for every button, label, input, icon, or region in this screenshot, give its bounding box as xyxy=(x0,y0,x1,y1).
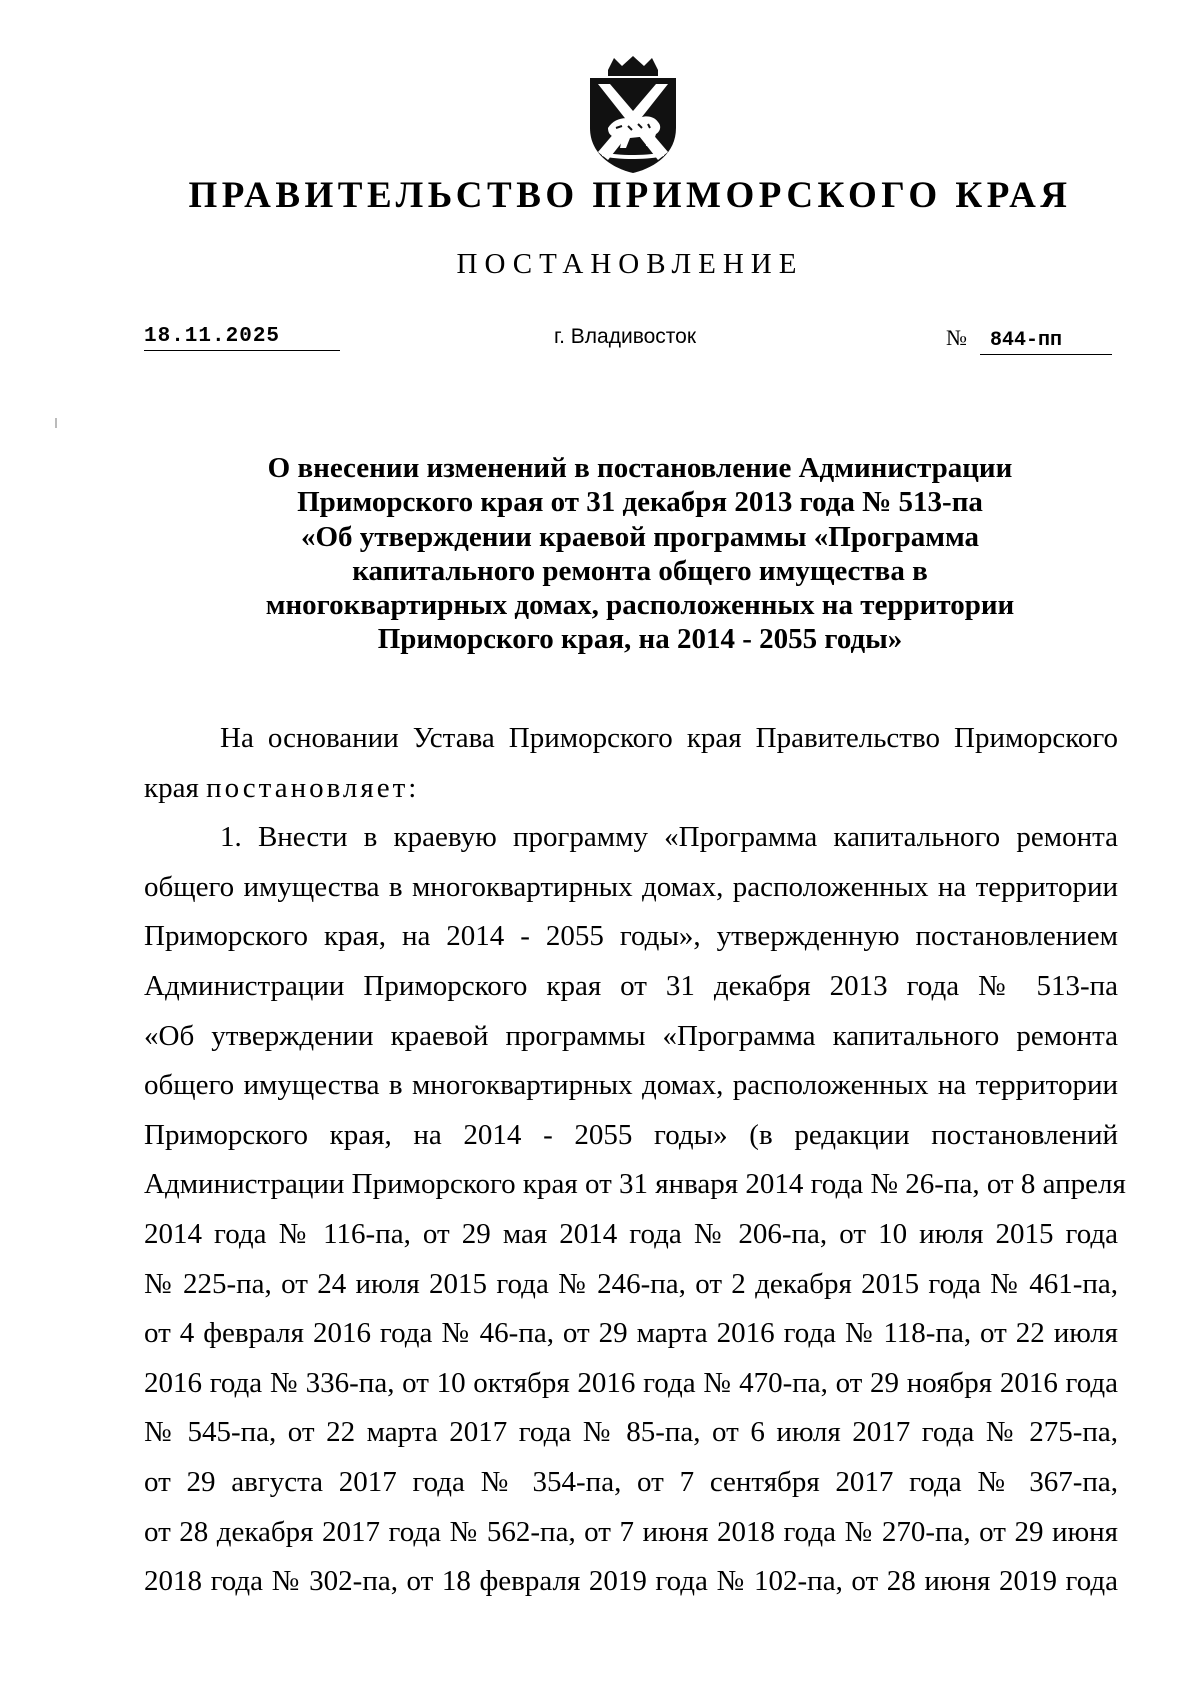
document-body xyxy=(144,714,1126,1607)
resolves-word: постановляет: xyxy=(206,771,420,804)
document-number xyxy=(946,325,1118,355)
number-value: 844-пп xyxy=(980,329,1112,355)
item1-line: Приморского края, на 2014 - 2055 годы» (в редакции постановлений xyxy=(144,1118,1118,1151)
item1-line: 2018 года № 302-па, от 18 февраля 2019 года № 102-па, от 28 июня 2019 года xyxy=(144,1565,1118,1598)
preamble-line xyxy=(144,764,1118,814)
item1-line: от 28 декабря 2017 года № 562-па, от 7 июня 2018 года № 270-па, от 29 июня xyxy=(144,1515,1118,1548)
subject-line: О внесении изменений в постановление Администрации xyxy=(267,452,1013,484)
item1-line: 2016 года № 336-па, от 10 октября 2016 года № 470-па, от 29 ноября 2016 года xyxy=(144,1366,1118,1399)
item1-line: Администрации Приморского края от 31 декабря 2013 года № 513-па xyxy=(144,969,1118,1002)
item1-line: от 29 августа 2017 года № 354-па, от 7 сентября 2017 года № 367-па, xyxy=(144,1465,1118,1498)
item1-line: общего имущества в многоквартирных домах, расположенных на территории xyxy=(144,1069,1118,1102)
document-subject xyxy=(200,451,1080,657)
number-label: № xyxy=(946,325,967,350)
subject-line: многоквартирных домах, расположенных на территории xyxy=(265,589,1015,622)
item1-line: 2014 года № 116-па, от 29 мая 2014 года № 206-па, от 10 июля 2015 года xyxy=(144,1217,1118,1250)
subject-line: Приморского края, на 2014 - 2055 годы» xyxy=(377,623,903,656)
item1-line: Администрации Приморского края от 31 января 2014 года № 26-па, от 8 апреля xyxy=(144,1168,1126,1201)
document-meta-row xyxy=(144,325,1118,361)
government-title: ПРАВИТЕЛЬСТВО ПРИМОРСКОГО КРАЯ xyxy=(188,175,1072,216)
item1-line: № 225-па, от 24 июля 2015 года № 246-па, от 2 декабря 2015 года № 461-па, xyxy=(144,1267,1118,1300)
item1-line: общего имущества в многоквартирных домах, расположенных на территории xyxy=(144,870,1118,903)
item1-line: 1. Внести в краевую программу «Программа капитального ремонта xyxy=(220,821,1118,854)
document-type: ПОСТАНОВЛЕНИЕ xyxy=(456,248,804,280)
item1-line: от 4 февраля 2016 года № 46-па, от 29 марта 2016 года № 118-па, от 22 июля xyxy=(144,1317,1118,1350)
item1-line: № 545-па, от 22 марта 2017 года № 85-па, от 6 июля 2017 года № 275-па, xyxy=(144,1416,1118,1449)
item1-line: «Об утверждении краевой программы «Программа капитального ремонта xyxy=(144,1019,1118,1052)
preamble-text: края xyxy=(144,771,207,804)
document-city: г. Владивосток xyxy=(554,325,697,348)
document-date: 18.11.2025 xyxy=(144,325,340,351)
preamble-line: На основании Устава Приморского края Правительство Приморского xyxy=(220,722,1118,754)
subject-line: Приморского края от 31 декабря 2013 года № 513-па xyxy=(297,486,983,519)
item1-line: Приморского края, на 2014 - 2055 годы», утвержденную постановлением xyxy=(144,920,1118,953)
coat-of-arms-emblem xyxy=(578,56,688,174)
subject-line: капитального ремонта общего имущества в xyxy=(352,554,928,587)
subject-line: «Об утверждении краевой программы «Программа xyxy=(300,520,980,553)
margin-mark xyxy=(55,418,57,428)
